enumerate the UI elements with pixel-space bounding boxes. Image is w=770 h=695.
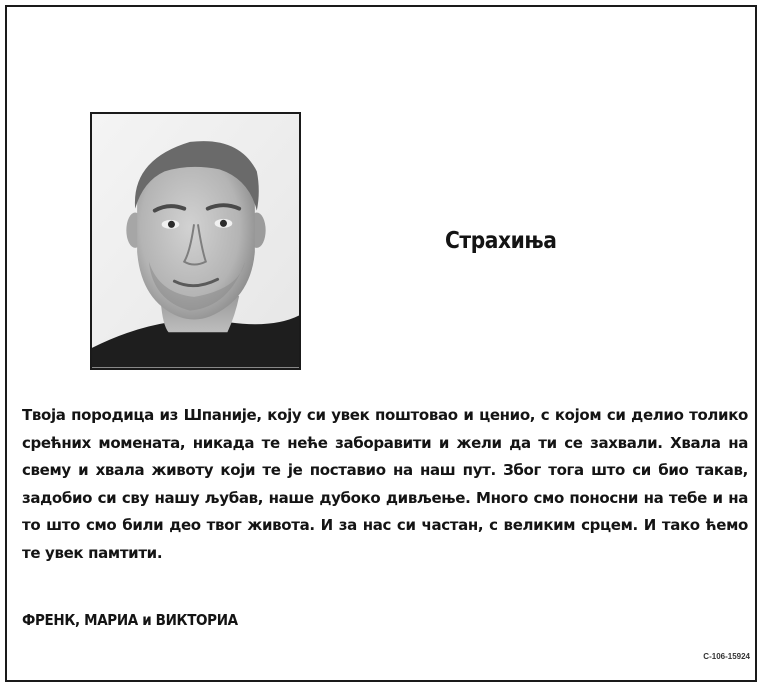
signature: ФРЕНК, МАРИА и ВИКТОРИА <box>22 611 238 629</box>
deceased-name: Страхиња <box>445 228 557 254</box>
tribute-message: Твоја породица из Шпаније, коју си увек поштовао и ценио, с којом си делио толико срећних момената, никада те неће заборавити и жели да ти се захвали. Хвала на свему и хвала животу који те је поставио на наш пут. Због тога што си био такав, задобио си сву нашу љубав, наше дубоко дивљење. Много смо поносни на тебе и на то што смо били део твог живота. И за нас си частан, с великим срцем. И тако ћемо те увек памтити. <box>22 406 748 562</box>
ad-code: С-106-15924 <box>703 652 750 661</box>
portrait-photo <box>90 112 301 370</box>
portrait-image <box>92 114 299 368</box>
